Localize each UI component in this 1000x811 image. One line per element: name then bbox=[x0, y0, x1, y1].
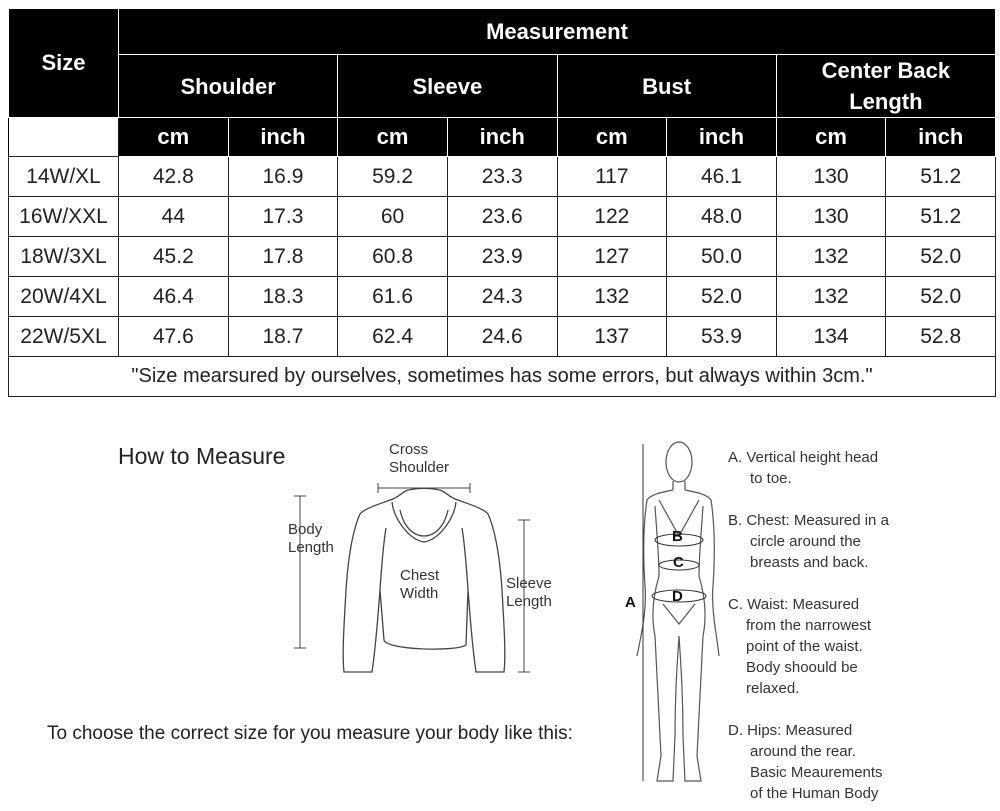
unit-inch: inch bbox=[228, 118, 338, 157]
size-cell: 14W/XL bbox=[9, 157, 119, 197]
choose-size-instruction: To choose the correct size for you measure your body like this: bbox=[47, 723, 573, 744]
measurement-cell: 47.6 bbox=[119, 317, 229, 357]
measurement-cell: 17.3 bbox=[228, 197, 338, 237]
size-cell: 18W/3XL bbox=[9, 237, 119, 277]
table-row bbox=[9, 197, 996, 237]
measurement-cell: 46.4 bbox=[119, 277, 229, 317]
unit-cm: cm bbox=[119, 118, 229, 157]
measurement-cell: 52.0 bbox=[886, 277, 996, 317]
measurement-cell: 24.3 bbox=[447, 277, 557, 317]
measurement-cell: 122 bbox=[557, 197, 667, 237]
measurement-cell: 44 bbox=[119, 197, 229, 237]
measurement-cell: 50.0 bbox=[667, 237, 777, 277]
table-row bbox=[9, 237, 996, 277]
unit-cm: cm bbox=[557, 118, 667, 157]
legend-waist: C. Waist: Measured from the narrowest point of the waist. Body shoould be relaxed. bbox=[728, 596, 872, 697]
measurement-cell: 60.8 bbox=[338, 237, 448, 277]
measurement-cell: 137 bbox=[557, 317, 667, 357]
unit-cm: cm bbox=[338, 118, 448, 157]
cross-shoulder-label: Cross Shoulder bbox=[389, 441, 450, 476]
bust-header: Bust bbox=[557, 55, 776, 118]
table-row bbox=[9, 317, 996, 357]
measurement-note: "Size mearsured by ourselves, sometimes has some errors, but always within 3cm." bbox=[9, 357, 996, 397]
size-header: Size bbox=[9, 9, 119, 118]
measurement-cell: 51.2 bbox=[886, 157, 996, 197]
unit-inch: inch bbox=[447, 118, 557, 157]
measurement-cell: 62.4 bbox=[338, 317, 448, 357]
measurement-cell: 59.2 bbox=[338, 157, 448, 197]
measurement-cell: 130 bbox=[776, 197, 886, 237]
measurement-cell: 53.9 bbox=[667, 317, 777, 357]
table-row bbox=[9, 277, 996, 317]
measurement-cell: 18.3 bbox=[228, 277, 338, 317]
measurement-cell: 130 bbox=[776, 157, 886, 197]
measurement-cell: 45.2 bbox=[119, 237, 229, 277]
unit-cm: cm bbox=[776, 118, 886, 157]
measurement-cell: 132 bbox=[776, 277, 886, 317]
size-cell: 22W/5XL bbox=[9, 317, 119, 357]
measurement-cell: 17.8 bbox=[228, 237, 338, 277]
measurement-cell: 52.0 bbox=[667, 277, 777, 317]
unit-inch: inch bbox=[667, 118, 777, 157]
measurement-cell: 132 bbox=[557, 277, 667, 317]
legend-height: A. Vertical height head to toe. bbox=[728, 449, 879, 487]
measurement-cell: 127 bbox=[557, 237, 667, 277]
shoulder-header: Shoulder bbox=[119, 55, 338, 118]
measurement-cell: 42.8 bbox=[119, 157, 229, 197]
chest-marker-b: B bbox=[672, 528, 683, 545]
size-chart-table bbox=[8, 8, 996, 397]
body-figure-diagram bbox=[615, 436, 725, 806]
size-header-blank bbox=[9, 118, 119, 157]
table-row bbox=[9, 157, 996, 197]
measurement-cell: 61.6 bbox=[338, 277, 448, 317]
measurement-header: Measurement bbox=[119, 9, 996, 55]
center-back-length-header: Center Back Length bbox=[776, 55, 995, 118]
legend-chest: B. Chest: Measured in a circle around the breasts and back. bbox=[728, 512, 889, 571]
how-to-measure-title: How to Measure bbox=[118, 443, 286, 469]
measurement-cell: 46.1 bbox=[667, 157, 777, 197]
chest-width-label: Chest Width bbox=[400, 567, 440, 602]
measurement-cell: 132 bbox=[776, 237, 886, 277]
waist-marker-c: C bbox=[673, 554, 684, 571]
sleeve-header: Sleeve bbox=[338, 55, 557, 118]
measurement-cell: 23.9 bbox=[447, 237, 557, 277]
measurement-cell: 23.6 bbox=[447, 197, 557, 237]
height-marker-a: A bbox=[625, 594, 636, 611]
hips-marker-d: D bbox=[672, 588, 683, 605]
measurement-cell: 18.7 bbox=[228, 317, 338, 357]
measurement-cell: 51.2 bbox=[886, 197, 996, 237]
size-cell: 20W/4XL bbox=[9, 277, 119, 317]
measurement-cell: 117 bbox=[557, 157, 667, 197]
measurement-cell: 60 bbox=[338, 197, 448, 237]
measurement-cell: 24.6 bbox=[447, 317, 557, 357]
measurement-cell: 23.3 bbox=[447, 157, 557, 197]
measurement-cell: 52.8 bbox=[886, 317, 996, 357]
size-cell: 16W/XXL bbox=[9, 197, 119, 237]
body-length-label: Body Length bbox=[288, 521, 334, 556]
measurement-cell: 16.9 bbox=[228, 157, 338, 197]
size-rows bbox=[9, 157, 996, 357]
measurement-cell: 48.0 bbox=[667, 197, 777, 237]
legend-hips: D. Hips: Measured around the rear. Basic Meaurements of the Human Body bbox=[728, 722, 883, 802]
unit-inch: inch bbox=[886, 118, 996, 157]
measurement-cell: 134 bbox=[776, 317, 886, 357]
measurement-cell: 52.0 bbox=[886, 237, 996, 277]
sleeve-length-label: Sleeve Length bbox=[506, 575, 552, 610]
